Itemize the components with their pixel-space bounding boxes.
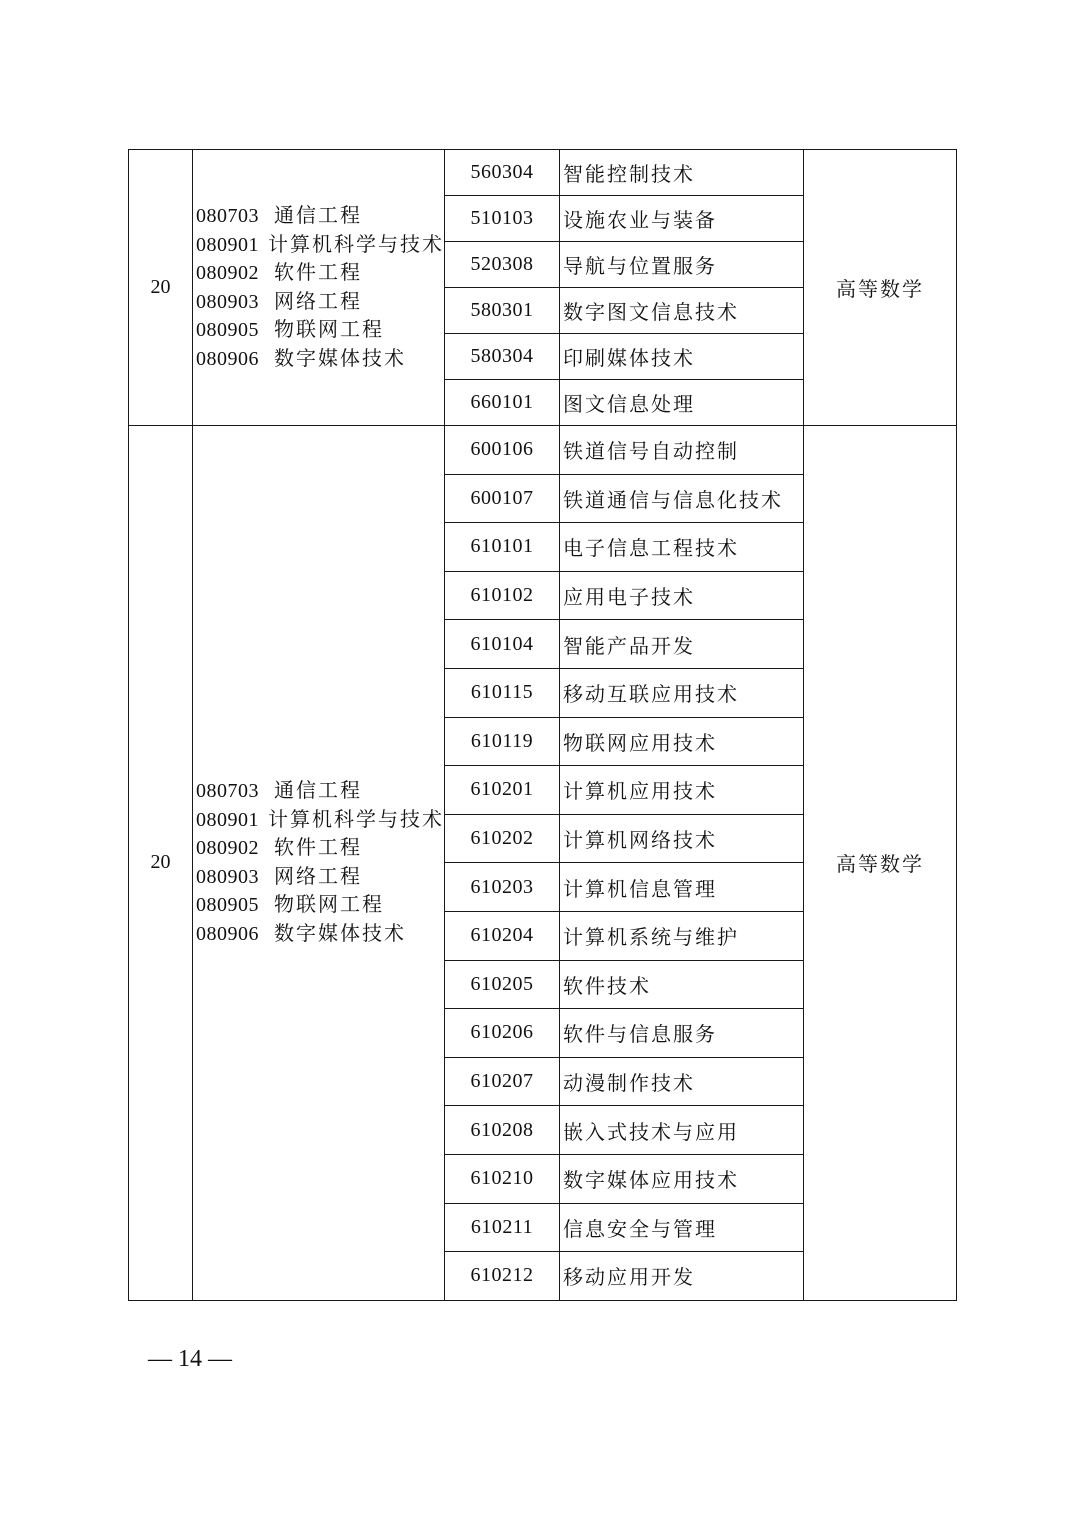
undergrad-major-name: 软件工程 (274, 262, 362, 284)
program-name: 物联网应用技术 (560, 717, 804, 766)
table-row (129, 150, 957, 196)
program-code: 610204 (445, 911, 560, 960)
undergrad-major-name: 网络工程 (274, 865, 362, 888)
program-name: 图文信息处理 (560, 380, 804, 426)
program-name: 动漫制作技术 (560, 1057, 804, 1106)
program-code: 610101 (445, 523, 560, 572)
undergrad-major-code: 080906 (196, 922, 259, 945)
program-code: 610203 (445, 863, 560, 912)
table-row (129, 426, 957, 475)
program-code: 610212 (445, 1252, 560, 1301)
program-name: 智能控制技术 (560, 150, 804, 196)
program-code: 600107 (445, 474, 560, 523)
program-code: 610211 (445, 1203, 560, 1252)
program-name: 软件与信息服务 (560, 1009, 804, 1058)
program-code: 610210 (445, 1154, 560, 1203)
program-name: 印刷媒体技术 (560, 334, 804, 380)
program-code: 510103 (445, 196, 560, 242)
undergrad-major-code: 080905 (196, 894, 259, 917)
program-code: 610104 (445, 620, 560, 669)
major-mapping-table (128, 149, 957, 1301)
program-name: 智能产品开发 (560, 620, 804, 669)
program-code: 660101 (445, 380, 560, 426)
program-code: 580301 (445, 288, 560, 334)
program-name: 移动应用开发 (560, 1252, 804, 1301)
undergrad-major-name: 数字媒体技术 (274, 347, 406, 370)
program-name: 计算机系统与维护 (560, 911, 804, 960)
undergrad-major-code: 080902 (196, 262, 259, 284)
program-name: 嵌入式技术与应用 (560, 1106, 804, 1155)
undergrad-major-code: 080703 (196, 780, 259, 803)
program-code: 610207 (445, 1057, 560, 1106)
undergrad-major (196, 920, 444, 949)
undergrad-major-name: 物联网工程 (274, 894, 384, 917)
undergrad-major-code: 080901 (196, 808, 259, 831)
program-code: 520308 (445, 242, 560, 288)
undergrad-major (196, 202, 444, 231)
program-code: 560304 (445, 150, 560, 196)
exam-subject: 高等数学 (804, 150, 957, 426)
undergrad-major-name: 网络工程 (274, 290, 362, 313)
program-name: 电子信息工程技术 (560, 523, 804, 572)
undergrad-major-name: 计算机科学与技术 (268, 808, 444, 831)
program-name: 信息安全与管理 (560, 1203, 804, 1252)
undergrad-major-code: 080906 (196, 347, 259, 370)
program-code: 610202 (445, 814, 560, 863)
undergrad-major (196, 777, 444, 806)
undergrad-major-name: 物联网工程 (274, 319, 384, 341)
undergrad-majors-cell (193, 426, 445, 1301)
program-name: 数字媒体应用技术 (560, 1154, 804, 1203)
undergrad-major (196, 891, 444, 920)
undergrad-major-code: 080902 (196, 837, 259, 860)
program-name: 软件技术 (560, 960, 804, 1009)
program-code: 600106 (445, 426, 560, 475)
undergrad-major (196, 316, 444, 345)
sequence-number: 20 (129, 426, 193, 1301)
undergrad-major-name: 通信工程 (274, 205, 362, 227)
program-name: 数字图文信息技术 (560, 288, 804, 334)
undergrad-majors-cell (193, 150, 445, 426)
undergrad-major-name: 通信工程 (274, 780, 362, 803)
undergrad-major-name: 软件工程 (274, 837, 362, 860)
program-name: 铁道信号自动控制 (560, 426, 804, 475)
program-code: 610102 (445, 571, 560, 620)
program-code: 580304 (445, 334, 560, 380)
undergrad-major (196, 806, 444, 835)
program-code: 610115 (445, 668, 560, 717)
undergrad-major (196, 345, 444, 374)
undergrad-major (196, 288, 444, 317)
exam-subject: 高等数学 (804, 426, 957, 1301)
undergrad-major-code: 080903 (196, 865, 259, 888)
program-name: 计算机网络技术 (560, 814, 804, 863)
program-name: 计算机应用技术 (560, 766, 804, 815)
undergrad-major-code: 080905 (196, 319, 259, 341)
program-code: 610206 (445, 1009, 560, 1058)
undergrad-major-code: 080901 (196, 233, 259, 256)
program-name: 设施农业与装备 (560, 196, 804, 242)
program-name: 应用电子技术 (560, 571, 804, 620)
program-name: 移动互联应用技术 (560, 668, 804, 717)
program-code: 610205 (445, 960, 560, 1009)
undergrad-major (196, 231, 444, 260)
program-code: 610208 (445, 1106, 560, 1155)
undergrad-major-code: 080903 (196, 290, 259, 313)
program-name: 铁道通信与信息化技术 (560, 474, 804, 523)
sequence-number: 20 (129, 150, 193, 426)
program-name: 导航与位置服务 (560, 242, 804, 288)
undergrad-major-code: 080703 (196, 205, 259, 227)
program-name: 计算机信息管理 (560, 863, 804, 912)
page-number: — 14 — (148, 1346, 232, 1372)
undergrad-major-name: 数字媒体技术 (274, 922, 406, 945)
program-code: 610119 (445, 717, 560, 766)
undergrad-major (196, 834, 444, 863)
undergrad-major (196, 863, 444, 892)
undergrad-major-name: 计算机科学与技术 (268, 233, 444, 256)
undergrad-major (196, 259, 444, 288)
program-code: 610201 (445, 766, 560, 815)
